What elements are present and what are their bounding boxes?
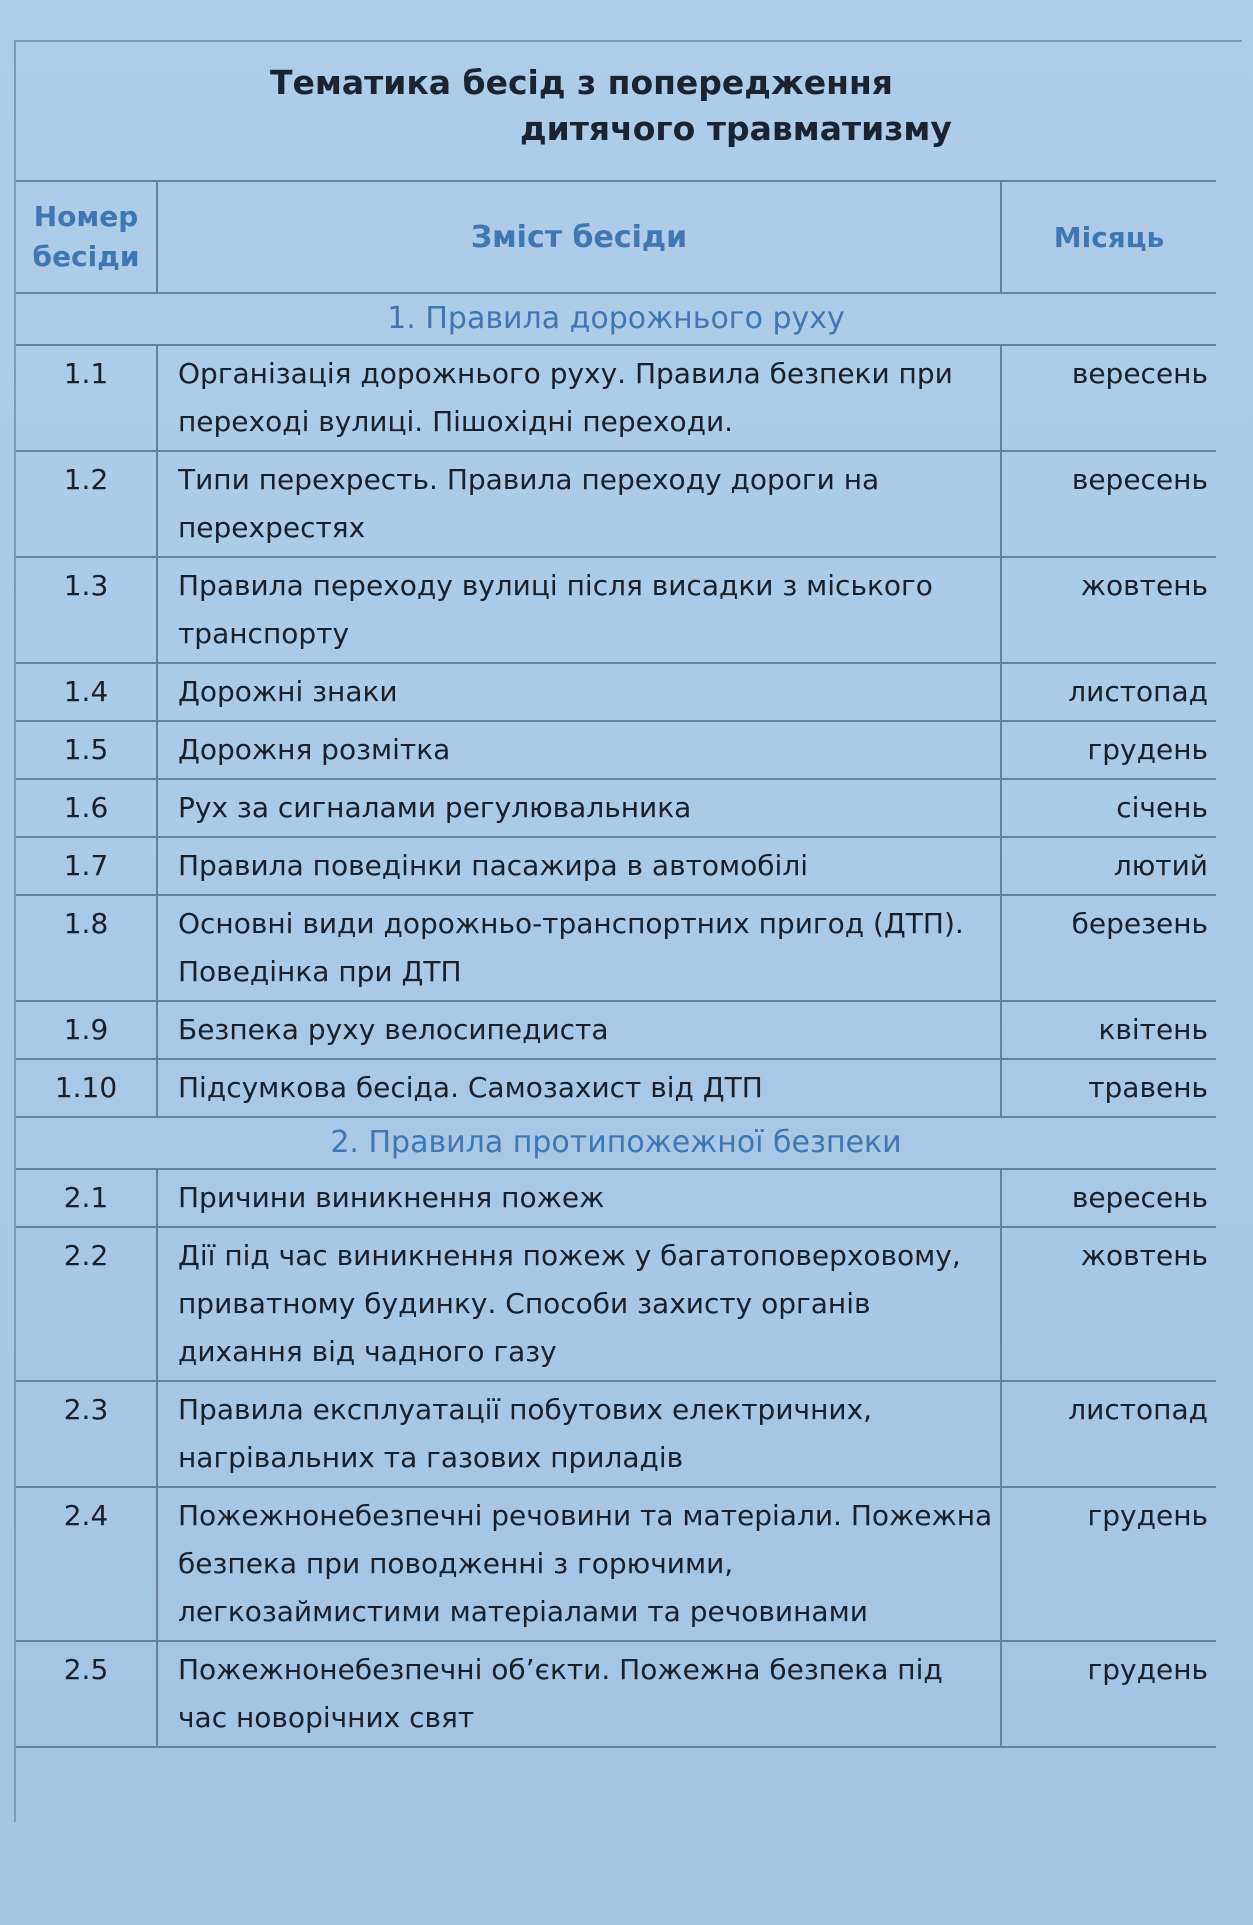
column-divider xyxy=(156,780,158,836)
table-header xyxy=(16,180,1216,294)
table-row xyxy=(16,1382,1216,1488)
row-number: 2.5 xyxy=(63,1653,109,1686)
table-row xyxy=(16,452,1216,558)
row-month: вересень xyxy=(1071,1181,1208,1214)
row-month: березень xyxy=(1071,907,1208,940)
table-row xyxy=(16,558,1216,664)
row-month: грудень xyxy=(1087,1499,1208,1532)
row-number: 1.5 xyxy=(63,733,109,766)
table-row xyxy=(16,780,1216,838)
row-number: 1.1 xyxy=(63,357,109,390)
row-topic: Дії під час виникнення пожеж у багатоповерховому, приватному будинку. Способи захисту органів дихання від чадного газу xyxy=(178,1239,961,1368)
column-divider xyxy=(156,722,158,778)
column-divider xyxy=(156,896,158,1000)
row-month: лютий xyxy=(1113,849,1208,882)
title-line-1: Тематика бесід з попередження xyxy=(270,63,893,102)
row-topic: Дорожня розмітка xyxy=(178,733,451,766)
row-number: 2.1 xyxy=(63,1181,109,1214)
section-title: 1. Правила дорожнього руху xyxy=(16,294,1216,346)
column-divider xyxy=(156,558,158,662)
row-topic: Основні види дорожньо-транспортних пригод (ДТП). Поведінка при ДТП xyxy=(178,907,964,988)
row-number: 1.8 xyxy=(63,907,109,940)
row-month: листопад xyxy=(1068,1393,1208,1426)
row-topic: Причини виникнення пожеж xyxy=(178,1181,605,1214)
column-divider xyxy=(156,1488,158,1640)
row-month: квітень xyxy=(1098,1013,1208,1046)
row-number: 1.10 xyxy=(54,1071,118,1104)
row-number: 2.4 xyxy=(63,1499,109,1532)
row-month: жовтень xyxy=(1080,569,1208,602)
column-divider xyxy=(156,1002,158,1058)
row-month: листопад xyxy=(1068,675,1208,708)
column-divider xyxy=(156,664,158,720)
row-topic: Пожежнонебезпечні речовини та матеріали. Пожежна безпека при поводженні з горючими, легкозаймистими матеріалами та речовинами xyxy=(178,1499,993,1628)
row-month: вересень xyxy=(1071,357,1208,390)
row-number: 2.3 xyxy=(63,1393,109,1426)
row-number: 1.9 xyxy=(63,1013,109,1046)
column-divider xyxy=(156,1382,158,1486)
header-number: Номер бесіди xyxy=(32,200,140,273)
column-divider xyxy=(156,838,158,894)
row-topic: Організація дорожнього руху. Правила безпеки при переході вулиці. Пішохідні переходи. xyxy=(178,357,953,438)
row-number: 1.3 xyxy=(63,569,109,602)
row-topic: Дорожні знаки xyxy=(178,675,398,708)
table-body xyxy=(16,294,1216,1748)
column-divider xyxy=(156,1228,158,1380)
row-month: травень xyxy=(1088,1071,1208,1104)
table-row xyxy=(16,346,1216,452)
row-topic: Рух за сигналами регулювальника xyxy=(178,791,692,824)
row-month: вересень xyxy=(1071,463,1208,496)
table-row xyxy=(16,1170,1216,1228)
row-topic: Правила поведінки пасажира в автомобілі xyxy=(178,849,809,882)
row-month: грудень xyxy=(1087,1653,1208,1686)
row-month: жовтень xyxy=(1080,1239,1208,1272)
header-month: Місяць xyxy=(1053,220,1165,254)
table-row xyxy=(16,1060,1216,1118)
column-divider xyxy=(156,1060,158,1116)
table-row xyxy=(16,1002,1216,1060)
row-topic: Пожежнонебезпечні об’єкти. Пожежна безпека під час новорічних свят xyxy=(178,1653,943,1734)
table-row xyxy=(16,722,1216,780)
column-divider xyxy=(156,346,158,450)
table-row xyxy=(16,664,1216,722)
table-row xyxy=(16,896,1216,1002)
row-month: грудень xyxy=(1087,733,1208,766)
topics-table xyxy=(16,180,1216,1748)
table-row xyxy=(16,1228,1216,1382)
section-title: 2. Правила протипожежної безпеки xyxy=(16,1118,1216,1170)
row-number: 1.7 xyxy=(63,849,109,882)
row-month: січень xyxy=(1116,791,1208,824)
row-topic: Безпека руху велосипедиста xyxy=(178,1013,609,1046)
header-content: Зміст бесіди xyxy=(470,219,688,255)
row-topic: Правила переходу вулиці після висадки з міського транспорту xyxy=(178,569,933,650)
row-number: 1.2 xyxy=(63,463,109,496)
row-topic: Правила експлуатації побутових електричних, нагрівальних та газових приладів xyxy=(178,1393,873,1474)
row-topic: Типи перехресть. Правила переходу дороги на перехрестях xyxy=(178,463,880,544)
table-row xyxy=(16,1642,1216,1748)
title-line-2: дитячого травматизму xyxy=(520,109,952,148)
column-divider xyxy=(156,1170,158,1226)
column-divider xyxy=(156,452,158,556)
row-number: 1.4 xyxy=(63,675,109,708)
table-row xyxy=(16,838,1216,896)
column-divider xyxy=(156,1642,158,1746)
row-topic: Підсумкова бесіда. Самозахист від ДТП xyxy=(178,1071,763,1104)
row-number: 2.2 xyxy=(63,1239,109,1272)
row-number: 1.6 xyxy=(63,791,109,824)
table-row xyxy=(16,1488,1216,1642)
